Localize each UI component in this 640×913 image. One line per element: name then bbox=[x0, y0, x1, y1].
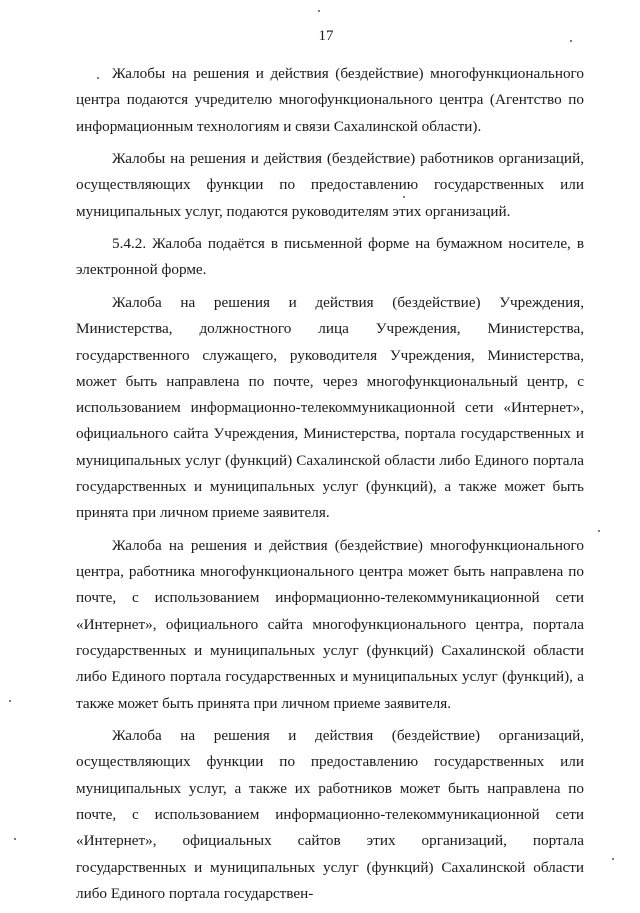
paragraph-mfc-complaint-channels: Жалоба на решения и действия (бездействие) многофункционального центра, работника многофункционального центра может быть направлена по почте, с использованием информационно-телекоммуникационной сети «Интернет», официального сайта многофункционального центра, портала государственных и муниципальных услуг (функций) Сахалинской области либо Единого портала государственных и муниципальных услуг (функций), а также может быть принята при личном приеме заявителя. bbox=[76, 536, 584, 712]
paragraph-mfc-complaints-addressee: Жалобы на решения и действия (бездействие) многофункционального центра подаются учредителю многофункционального центра (Агентство по информационным технологиям и связи Сахалинской области). bbox=[76, 65, 584, 135]
paragraph-ministry-complaint-channels: Жалоба на решения и действия (бездействие) Учреждения, Министерства, должностного лица Учреждения, Министерства, государственного служащего, руководителя Учреждения, Министерства, может быть направлена по почте, через многофункциональный центр, с использованием информационно-телекоммуникационной сети «Интернет», официального сайта Учреждения, Министерства, портала государственных и муниципальных услуг (функций) Сахалинской области либо Единого портала государственных и муниципальных услуг (функций), а также может быть принята при личном приеме заявителя. bbox=[76, 293, 584, 522]
scan-speck bbox=[598, 530, 600, 532]
scan-speck bbox=[9, 700, 11, 702]
paragraph-organization-complaint-channels: Жалоба на решения и действия (бездействие) организаций, осуществляющих функции по предоставлению государственных или муниципальных услуг, а также их работников может быть направлена по почте, с использованием информационно-телекоммуникационной сети «Интернет», официальных сайтов этих организаций, портала государственных и муниципальных услуг (функций) Сахалинской области либо Единого портала государствен- bbox=[76, 727, 584, 902]
paragraph-5-4-2-complaint-form: 5.4.2. Жалоба подаётся в письменной форме на бумажном носителе, в электронной форме. bbox=[76, 235, 584, 279]
scan-speck bbox=[612, 858, 614, 860]
page-number: 17 bbox=[318, 28, 334, 44]
scan-speck bbox=[97, 77, 99, 79]
paragraph-organization-complaints-addressee: Жалобы на решения и действия (бездействие) работников организаций, осуществляющих функции по предоставлению государственных или муниципальных услуг, подаются руководителям этих организаций. bbox=[76, 150, 584, 220]
scan-speck bbox=[570, 40, 572, 42]
document-body bbox=[76, 61, 584, 913]
scan-speck bbox=[318, 10, 320, 12]
scan-speck bbox=[14, 838, 16, 840]
scan-speck bbox=[403, 196, 405, 198]
